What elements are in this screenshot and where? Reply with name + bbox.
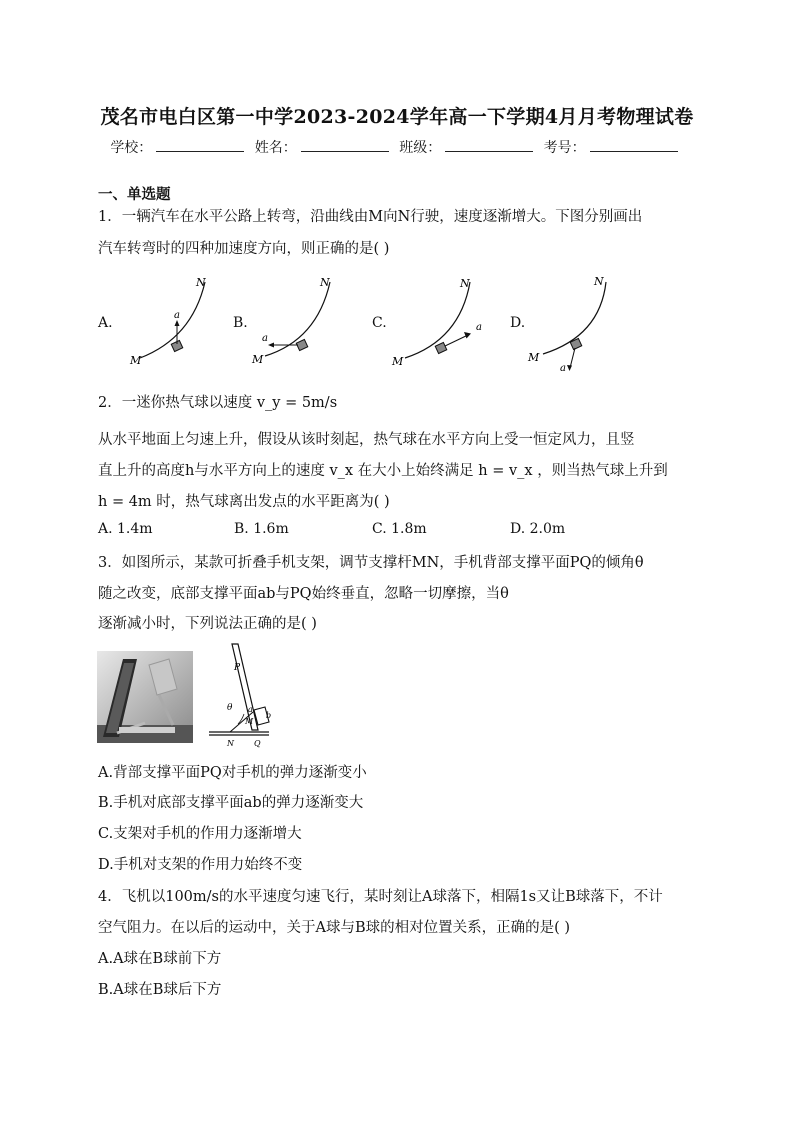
phone-stand-photo: [97, 651, 193, 743]
q1-figure-c: [391, 277, 482, 368]
q3-option-c[interactable]: C.支架对手机的作用力逐渐增大: [98, 826, 302, 842]
q2-choice-b[interactable]: B. 1.6m: [234, 521, 289, 537]
q1-b-n-label: N: [320, 276, 330, 289]
q1-option-c-label[interactable]: C.: [372, 315, 387, 331]
class-blank[interactable]: [445, 138, 533, 152]
diagram-m-label: M: [245, 717, 254, 726]
q3-line-1: 3．如图所示，某款可折叠手机支架，调节支撑杆MN，手机背部支撑平面PQ的倾角θ: [98, 555, 644, 571]
section-title: 一、单选题: [98, 186, 171, 203]
q3-option-d[interactable]: D.手机对支架的作用力始终不变: [98, 857, 303, 873]
q2-choice-c[interactable]: C. 1.8m: [372, 521, 427, 537]
diagram-theta-label: θ: [227, 703, 233, 713]
exam-number-blank[interactable]: [590, 138, 678, 152]
q3-line-3: 逐渐减小时，下列说法正确的是( ): [98, 616, 317, 632]
q4-option-b[interactable]: B.A球在B球后下方: [98, 982, 222, 998]
diagram-p-label: P: [234, 663, 241, 673]
diagram-a-label: a: [248, 705, 253, 714]
name-blank[interactable]: [301, 138, 389, 152]
student-info-row: [0, 137, 794, 157]
q3-option-b[interactable]: B.手机对底部支撑平面ab的弹力逐渐变大: [98, 795, 364, 811]
q1-option-d-label[interactable]: D.: [510, 315, 526, 331]
q1-b-m-label: M: [252, 353, 264, 366]
school-blank[interactable]: [156, 138, 244, 152]
diagram-b-label: b: [266, 711, 272, 720]
q1-figure-b: [251, 276, 330, 366]
class-label: 班级：: [399, 140, 442, 156]
q1-option-a-label[interactable]: A.: [98, 315, 113, 331]
exam-title: 茂名市电白区第一中学2023-2024学年高一下学期4月月考物理试卷: [100, 106, 694, 128]
q1-a-n-label: N: [196, 276, 206, 289]
q4-option-a[interactable]: A.A球在B球前下方: [98, 951, 222, 967]
q4-line-1: 4．飞机以100m/s的水平速度匀速飞行，某时刻让A球落下，相隔1s又让B球落下，不计: [98, 889, 663, 905]
q4-line-2: 空气阻力。在以后的运动中，关于A球与B球的相对位置关系，正确的是( ): [98, 920, 571, 936]
q1-a-acc-label: a: [174, 310, 180, 321]
q2-choice-a[interactable]: A. 1.4m: [98, 521, 153, 537]
diagram-n-label: N: [227, 739, 234, 748]
q2-line-4: h = 4m 时，热气球离出发点的水平距离为( ): [98, 494, 390, 510]
q1-diagrams: [0, 270, 794, 380]
q1-c-m-label: M: [392, 355, 404, 368]
q1-line-2: 汽车转弯时的四种加速度方向，则正确的是( ): [98, 241, 390, 257]
q1-c-acc-label: a: [476, 322, 482, 333]
q1-d-n-label: N: [594, 275, 604, 288]
q1-d-m-label: M: [528, 351, 540, 364]
exam-number-label: 考号：: [543, 140, 586, 156]
q2-line-3: 直上升的高度h与水平方向上的速度 v_x 在大小上始终满足 h = v_x ，则当热气球上升到: [98, 463, 668, 479]
diagram-q-label: Q: [254, 739, 261, 748]
name-label: 姓名：: [254, 140, 297, 156]
q2-line-1: 2．一迷你热气球以速度 v_y = 5m/s: [98, 395, 338, 411]
q1-c-n-label: N: [460, 277, 470, 290]
q1-d-acc-label: a: [560, 363, 566, 374]
phone-stand-diagram: [205, 640, 285, 748]
q1-figure-a: [129, 276, 206, 367]
q1-b-acc-label: a: [262, 333, 268, 344]
q3-option-a[interactable]: A.背部支撑平面PQ对手机的弹力逐渐变小: [98, 765, 367, 781]
q3-line-2: 随之改变，底部支撑平面ab与PQ始终垂直，忽略一切摩擦，当θ: [98, 586, 509, 602]
q2-choice-d[interactable]: D. 2.0m: [510, 521, 566, 537]
q2-line-2: 从水平地面上匀速上升，假设从该时刻起，热气球在水平方向上受一恒定风力，且竖: [98, 432, 635, 448]
q1-line-1: 1．一辆汽车在水平公路上转弯，沿曲线由M向N行驶，速度逐渐增大。下图分别画出: [98, 209, 643, 225]
school-label: 学校：: [110, 140, 153, 156]
q1-a-m-label: M: [130, 354, 142, 367]
q1-option-b-label[interactable]: B.: [233, 315, 248, 331]
q1-figure-d: [527, 275, 606, 374]
